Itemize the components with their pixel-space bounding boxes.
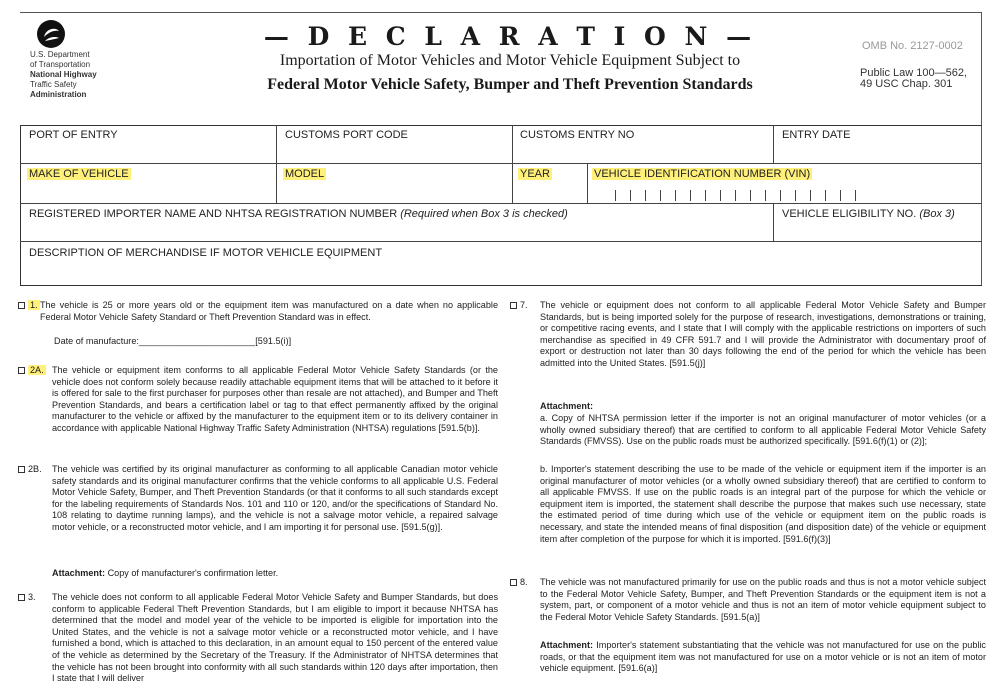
box-2b-checkbox[interactable] [18, 466, 25, 473]
grid-divider [20, 203, 982, 204]
box-1-text: The vehicle is 25 or more years old or the equipment item was manufactured on a date when no applicable Federal Motor Vehicle Safety Standard or Theft Prevention Standard was in effect. [40, 300, 498, 322]
box-1-checkbox[interactable] [18, 302, 25, 309]
box-8-text: The vehicle was not manufactured primarily for use on the public roads and thus is not a motor vehicle subject to the Federal Motor Vehicle Safety, Bumper, and Theft Prevention Standards or the equipment item is not a system, part, or component of a motor vehicle and thus is not an item of motor vehicle equipment subject to the Federal Motor Vehicle Safety Standards. [591.5(a)] [540, 577, 986, 622]
entry-date-field[interactable]: ENTRY DATE [782, 129, 851, 141]
port-of-entry-field[interactable]: PORT OF ENTRY [29, 129, 118, 141]
box-7-attachment-b: b. Importer's statement describing the use to be made of the vehicle or equipment item if the importer is an original manufacturer of motor vehicles (or a wholly owned subsidiary thereof) that are certified to conform to all applicable FMVSS. If use on the public roads is an integral part of the purpose for which the vehicle or equipment item is imported, the statement shall describe the purpose that makes such use necessary, state the estimated period of time during which use of the vehicle or equipment item on the public roads is necessary, and state the intended means of final disposition (and disposition date) of the vehicle or equipment item after completion of the purpose for which it is imported. [591.6(f)(3)] [540, 464, 986, 544]
dot-logo-icon [36, 19, 66, 49]
box-2a-number: 2A. [30, 365, 44, 375]
vin-character-boxes[interactable] [615, 190, 965, 201]
date-of-manufacture-field[interactable]: Date of manufacture:_______________________[591.5(i)] [54, 336, 292, 346]
page-title: — D E C L A R A T I O N — [263, 22, 757, 51]
box-2a-checkbox[interactable] [18, 367, 25, 374]
grid-divider [512, 125, 513, 203]
model-field[interactable]: MODEL [285, 168, 325, 180]
grid-divider [276, 125, 277, 203]
box-2b-text: The vehicle was certified by its original manufacturer as conforming to all applicable Canadian motor vehicle safety standards and its original manufacturer confirms that the vehicle conforms to all applicable U.S. Federal Motor Vehicle Safety, Bumper, and Theft Prevention Standards (or that it conforms to all such standards except for the labeling requirements of Standards Nos. 101 and 110 or 120, and/or the specifications of Standard No. 108 relating to daytime running lamps), and the vehicle is not a salvage motor vehicle, a repaired salvage motor vehicle, or a reconstructed motor vehicle, and I am importing it for personal use. [591.5(g)]. [52, 464, 498, 532]
box-2b-number: 2B. [28, 464, 42, 474]
public-law: Public Law 100—562, 49 USC Chap. 301 [860, 67, 968, 90]
box-3-number: 3. [28, 592, 36, 602]
grid-divider [20, 163, 982, 164]
top-border [20, 12, 982, 13]
grid-divider [20, 241, 982, 242]
box-8-checkbox[interactable] [510, 579, 517, 586]
vin-field[interactable]: VEHICLE IDENTIFICATION NUMBER (VIN) [594, 168, 811, 180]
agency-name: U.S. Department of Transportation National Highway Traffic Safety Administration [30, 50, 97, 99]
year-field[interactable]: YEAR [520, 168, 550, 180]
omb-number: OMB No. 2127-0002 [862, 40, 963, 52]
make-field[interactable]: MAKE OF VEHICLE [29, 168, 129, 180]
box-7-number: 7. [520, 300, 528, 310]
subtitle-bold: Federal Motor Vehicle Safety, Bumper and Theft Prevention Standards [267, 76, 753, 93]
box-3-text: The vehicle does not conform to all applicable Federal Motor Vehicle Safety and Bumper Standards, but does conform to applicable Federal Theft Prevention Standards, but I am eligible to import it because NHTSA has determined that the model and model year of the vehicle to be imported is eligible for importation into the United States, and the vehicle is not a salvage motor vehicle or a reconstructed motor vehicle, and I have furnished a bond, which is attached to this declaration, in an amount equal to 150 percent of the entered value of the vehicle as determined by the Secretary of the Treasury. If the Administrator of NHTSA determines that the vehicle has not been brought into conformity with all such standards within 120 days after importation, then I state that I will deliver [52, 592, 498, 684]
box-2b-attachment: Attachment: Copy of manufacturer's confirmation letter. [52, 568, 279, 578]
eligibility-number-field[interactable]: VEHICLE ELIGIBILITY NO. (Box 3) [782, 208, 955, 220]
grid-divider [773, 125, 774, 163]
registered-importer-field[interactable]: REGISTERED IMPORTER NAME AND NHTSA REGISTRATION NUMBER (Required when Box 3 is checked) [29, 208, 568, 220]
box-7-attachment-label: Attachment: [540, 401, 594, 411]
box-8-attachment: Attachment: Importer's statement substantiating that the vehicle was not manufactured for use on the public roads, or that the equipment item was not manufactured for use on a motor vehicle or is not an item of motor vehicle equipment. [591.6(a)] [540, 640, 986, 674]
box-3-checkbox[interactable] [18, 594, 25, 601]
box-2a-text: The vehicle or equipment item conforms to all applicable Federal Motor Vehicle Safety Standards (or the vehicle does not conform solely because readily attachable equipment items that will be attached to it before it is offered for sale to the first purchaser for purposes other than resale are not attached), and Bumper and Theft Prevention Standards, and bears a certification label or tag to that effect permanently affixed by the original manufacturer to the vehicle or affixed by the manufacturer to the equipment item or to its delivery container in accordance with applicable National Highway Traffic Safety Administration (NHTSA) regulations [591.5(b)]. [52, 365, 498, 433]
subtitle: Importation of Motor Vehicles and Motor Vehicle Equipment Subject to [279, 52, 741, 69]
box-7-text: The vehicle or equipment does not conform to all applicable Federal Motor Vehicle Safety and Bumper Standards, but is being imported solely for the purpose of research, investigations, demonstrations or training, or competitive racing events, and I state that I will comply with the applicable restrictions on importers of such merchandise as specified in 49 CFR 591.7 and I will provide the Administrator with documentary proof of export or destruction not later than 30 days following the end of the period for which the vehicle has been admitted into the United States. [591.5(j)] [540, 300, 986, 368]
grid-divider [773, 203, 774, 241]
box-7-checkbox[interactable] [510, 302, 517, 309]
entry-fields-grid [20, 125, 982, 286]
box-1-number: 1. [30, 300, 38, 310]
grid-divider [587, 163, 588, 203]
box-8-number: 8. [520, 577, 528, 587]
merchandise-description-field[interactable]: DESCRIPTION OF MERCHANDISE IF MOTOR VEHICLE EQUIPMENT [29, 247, 383, 259]
box-7-attachment-a: a. Copy of NHTSA permission letter if the importer is not an original manufacturer of motor vehicles (or a wholly owned subsidiary thereof) that are certified to conform to all applicable Federal Motor Vehicle Safety Standards (FMVSS). Use on the public roads must be authorized specifically. [591.6(f)(1) or (2)]; [540, 413, 986, 447]
customs-entry-no-field[interactable]: CUSTOMS ENTRY NO [520, 129, 635, 141]
customs-port-code-field[interactable]: CUSTOMS PORT CODE [285, 129, 408, 141]
